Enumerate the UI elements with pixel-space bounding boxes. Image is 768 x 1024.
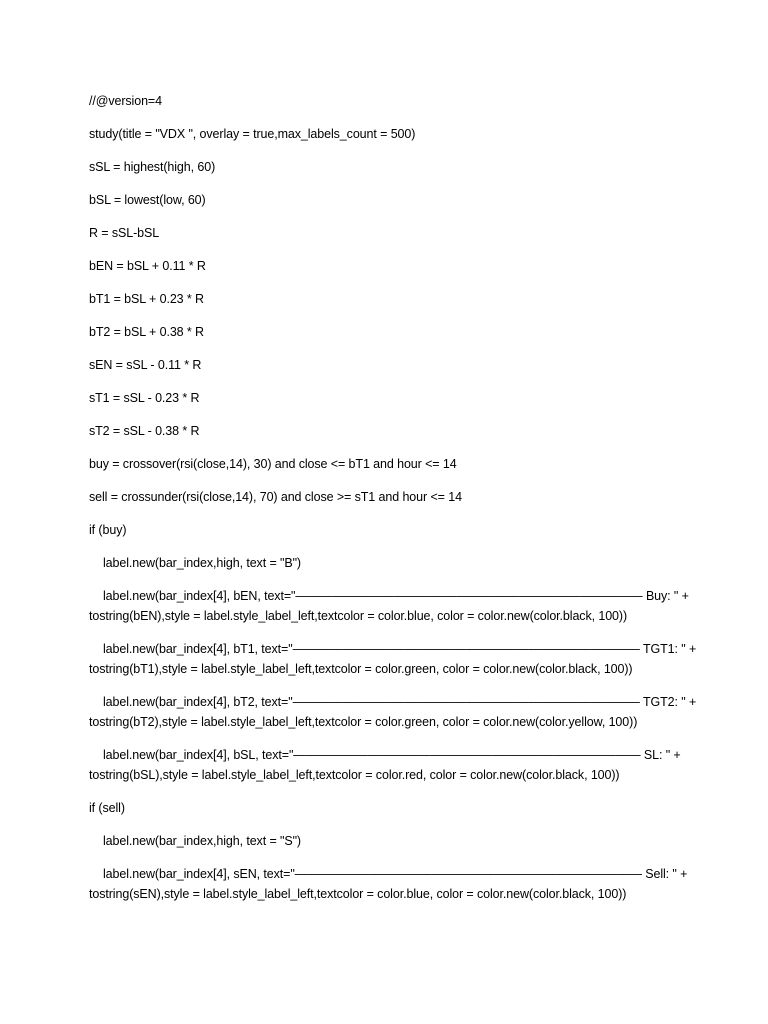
code-line-study: study(title = "VDX ", overlay = true,max_labels_count = 500) xyxy=(89,127,416,141)
code-line-label-tgt2-1: label.new(bar_index[4], bT2, text="———————————————————————————— TGT2: " + xyxy=(103,695,697,709)
code-line-label-tgt2-2: tostring(bT2),style = label.style_label_left,textcolor = color.green, color = color.new(color.yellow, 100)) xyxy=(89,715,638,729)
code-line-bsl: bSL = lowest(low, 60) xyxy=(89,193,206,207)
code-line-label-sl-2: tostring(bSL),style = label.style_label_left,textcolor = color.red, color = color.new(color.black, 100)) xyxy=(89,768,620,782)
code-line-st1: sT1 = sSL - 0.23 * R xyxy=(89,391,200,405)
code-line-label-buy-2: tostring(bEN),style = label.style_label_left,textcolor = color.blue, color = color.new(color.black, 100)) xyxy=(89,609,628,623)
code-line-sell: sell = crossunder(rsi(close,14), 70) and close >= sT1 and hour <= 14 xyxy=(89,490,462,504)
code-line-ben: bEN = bSL + 0.11 * R xyxy=(89,259,206,273)
code-line-ssl: sSL = highest(high, 60) xyxy=(89,160,216,174)
code-line-label-sell-2: tostring(sEN),style = label.style_label_left,textcolor = color.blue, color = color.new(color.black, 100)) xyxy=(89,887,627,901)
code-line-bt1: bT1 = bSL + 0.23 * R xyxy=(89,292,204,306)
code-line-label-sl-1: label.new(bar_index[4], bSL, text="———————————————————————————— SL: " + xyxy=(103,748,681,762)
code-line-label-tgt1-2: tostring(bT1),style = label.style_label_left,textcolor = color.green, color = color.new(color.black, 100)) xyxy=(89,662,633,676)
code-line-sen: sEN = sSL - 0.11 * R xyxy=(89,358,202,372)
code-line-label-buy-1: label.new(bar_index[4], bEN, text="———————————————————————————— Buy: " + xyxy=(103,589,689,603)
code-line-label-tgt1-1: label.new(bar_index[4], bT1, text="———————————————————————————— TGT1: " + xyxy=(103,642,697,656)
code-line-label-sell-1: label.new(bar_index[4], sEN, text="———————————————————————————— Sell: " + xyxy=(103,867,688,881)
code-line-label-b: label.new(bar_index,high, text = "B") xyxy=(103,556,301,570)
code-line-if-buy: if (buy) xyxy=(89,523,127,537)
code-line-st2: sT2 = sSL - 0.38 * R xyxy=(89,424,200,438)
code-line-label-s: label.new(bar_index,high, text = "S") xyxy=(103,834,301,848)
code-line-buy: buy = crossover(rsi(close,14), 30) and close <= bT1 and hour <= 14 xyxy=(89,457,457,471)
code-line-range: R = sSL-bSL xyxy=(89,226,160,240)
code-line-version: //@version=4 xyxy=(89,94,162,108)
code-line-if-sell: if (sell) xyxy=(89,801,125,815)
code-line-bt2: bT2 = bSL + 0.38 * R xyxy=(89,325,204,339)
